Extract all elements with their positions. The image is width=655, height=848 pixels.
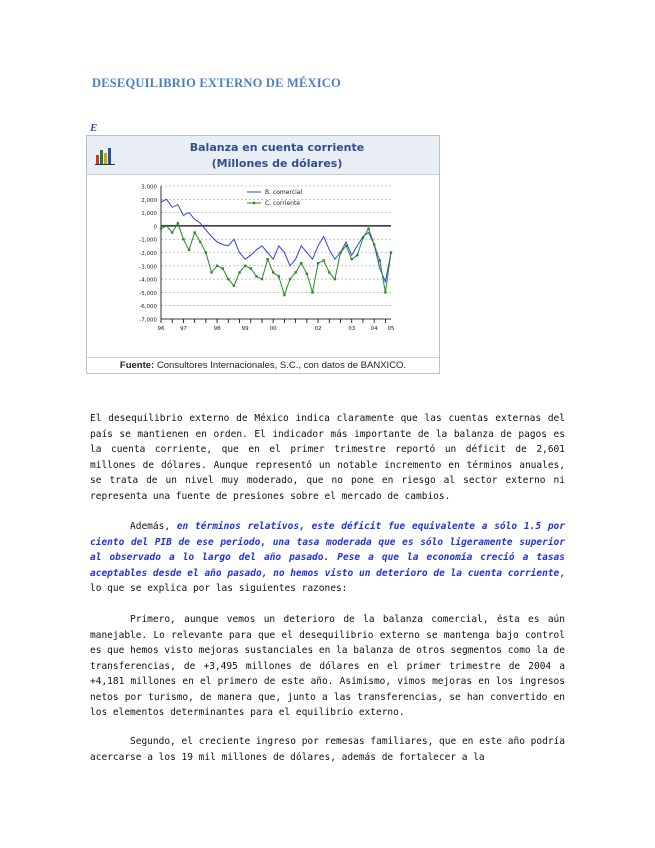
x-tick-label: 98 <box>213 326 221 332</box>
legend-marker-corriente <box>253 202 255 204</box>
data-point <box>193 231 195 233</box>
chart-title: Balanza en cuenta corriente <box>189 141 365 154</box>
data-point <box>345 245 347 247</box>
y-tick-label: 2,000 <box>141 197 157 204</box>
data-point <box>289 278 291 280</box>
data-point <box>238 271 240 273</box>
data-point <box>300 262 302 264</box>
data-point <box>199 241 201 243</box>
data-point <box>250 267 252 269</box>
data-point <box>205 251 207 253</box>
bar-chart-logo-icon <box>95 145 115 165</box>
paragraph-2-lead: Además, <box>130 521 177 532</box>
y-tick-label: 3,000 <box>141 184 157 191</box>
y-tick-label: -6,000 <box>139 304 157 311</box>
data-point <box>306 273 308 275</box>
paragraph-4 <box>90 734 565 765</box>
current-account-line-chart <box>87 174 439 357</box>
chart-source <box>87 357 439 374</box>
y-tick-label: 1,000 <box>141 211 157 218</box>
paragraph-2-emphasis: en términos relativos, este déficit fue equivalente a sólo 1.5 por ciento del PIB de ese periodo, una tasa moderada que es sólo ligeramente superior al observado a lo largo del año pasado. Pese a que la economía creció a tasas aceptables desde el año pasado, no hemos visto un deterioro de la cuenta corriente <box>90 521 565 579</box>
data-point <box>384 291 386 293</box>
data-point <box>210 271 212 273</box>
data-point <box>182 238 184 240</box>
data-point <box>328 271 330 273</box>
data-point <box>177 222 179 224</box>
y-tick-label: -5,000 <box>139 290 157 297</box>
data-point <box>244 265 246 267</box>
x-tick-label: 03 <box>348 326 356 332</box>
data-point <box>339 251 341 253</box>
data-point <box>379 259 381 261</box>
data-point <box>165 225 167 227</box>
x-tick-label: 00 <box>269 326 277 332</box>
paragraph-2-tail: , lo que se explica por las siguientes razones: <box>90 567 565 594</box>
document-title: DESEQUILIBRIO EXTERNO DE MÉXICO <box>92 76 341 90</box>
legend-label-corriente: C. corriente <box>265 200 301 207</box>
chart-header <box>87 136 439 175</box>
paragraph-2 <box>90 519 565 597</box>
x-tick-label: 96 <box>157 326 165 332</box>
chart-source-text: Consultores Internacionales, S.C., con datos de BANXICO. <box>154 360 407 371</box>
data-point <box>322 259 324 261</box>
y-tick-label: -7,000 <box>139 317 157 324</box>
data-point <box>373 243 375 245</box>
x-tick-label: 04 <box>370 326 378 332</box>
data-point <box>227 278 229 280</box>
paragraph-1: El desequilibrio externo de México indica claramente que las cuentas externas del país se mantienen en orden. El indicador más importante de la balanza de pagos es la cuenta corriente, que en el primer trimestre reportó un déficit de 2,601 millones de dólares. Aunque representó un notable incremento en términos anuales, se trata de un nivel muy moderado, que no pone en riesgo al sector externo ni representa una fuente de presiones sobre el mercado de cambios. <box>90 413 565 502</box>
legend-label-comercial: B. comercial <box>265 189 303 196</box>
data-point <box>367 227 369 229</box>
data-point <box>351 258 353 260</box>
y-tick-label: -4,000 <box>139 277 157 284</box>
x-tick-label: 05 <box>387 326 395 332</box>
data-point <box>362 237 364 239</box>
paragraph-3 <box>90 612 565 721</box>
data-point <box>171 231 173 233</box>
data-point <box>216 265 218 267</box>
x-tick-label: 99 <box>241 326 249 332</box>
y-tick-label: -1,000 <box>139 237 157 244</box>
data-point <box>233 285 235 287</box>
x-tick-label: 97 <box>179 326 187 332</box>
data-point <box>266 258 268 260</box>
data-point <box>222 267 224 269</box>
data-point <box>294 271 296 273</box>
section-marker: E <box>90 122 98 134</box>
data-point <box>272 271 274 273</box>
series-line-comercial <box>161 199 391 281</box>
data-point <box>334 278 336 280</box>
x-tick-label: 02 <box>314 326 322 332</box>
chart-panel <box>86 135 440 374</box>
chart-source-label: Fuente: <box>119 360 155 371</box>
paragraph-4-text: Segundo, el creciente ingreso por remesas familiares, que en este año podría acercarse a los 19 mil millones de dólares, además de fortalecer a la <box>90 736 565 763</box>
data-point <box>390 251 392 253</box>
data-point <box>188 249 190 251</box>
y-tick-label: -2,000 <box>139 251 157 257</box>
data-point <box>261 278 263 280</box>
series-line-corriente <box>161 223 391 295</box>
data-point <box>160 227 162 229</box>
data-point <box>311 291 313 293</box>
data-point <box>255 275 257 277</box>
data-point <box>317 262 319 264</box>
y-tick-label: 0 <box>153 224 157 231</box>
y-tick-label: -3,000 <box>139 264 157 271</box>
data-point <box>356 254 358 256</box>
data-point <box>278 275 280 277</box>
chart-subtitle: (Millones de dólares) <box>211 157 343 170</box>
data-point <box>283 294 285 296</box>
paragraph-3-text: Primero, aunque vemos un deterioro de la balanza comercial, ésta es aún manejable. Lo relevante para que el desequilibrio externo se mantenga bajo control es que hemos visto mejoras sustanciales en la balanza de otros segmentos como la de transferencias, de +3,495 millones de dólares en el primer trimestre de 2004 a +4,181 millones en el primero de este año. Asimismo, vimos mejoras en los ingresos netos por turismo, de manera que, junto a las transferencias, se han convertido en los elementos determinantes para el equilibrio externo. <box>90 614 565 718</box>
